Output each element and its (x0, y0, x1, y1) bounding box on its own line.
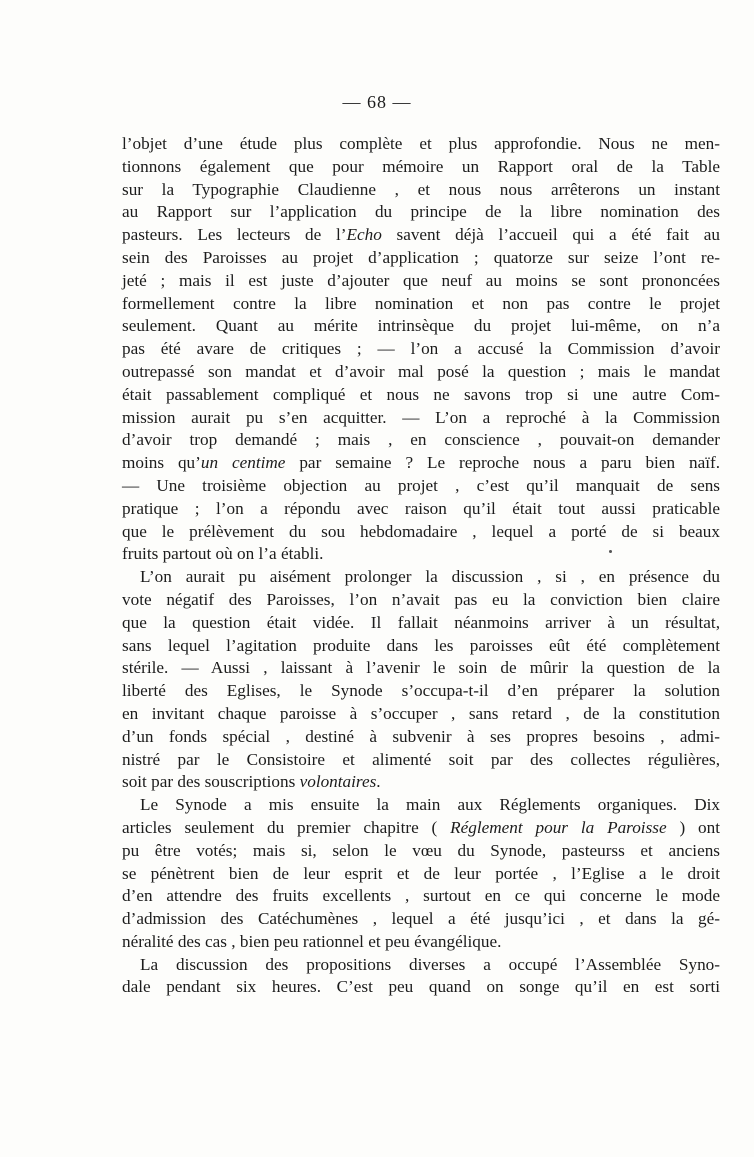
text-line: sans lequel l’agitation produite dans les paroisses eût été complètement (122, 635, 720, 655)
text-line: était passablement compliqué et nous ne savons trop si une autre Com- (122, 384, 720, 404)
text-line: sein des Paroisses au projet d’application ; quatorze sur seize l’ont re- (122, 247, 720, 267)
text-line: L’on aurait pu aisément prolonger la discussion , si , en présence du (140, 567, 720, 587)
text-line: pasteurs. Les lecteurs de l’Echo savent déjà l’accueil qui a été fait au (122, 225, 720, 245)
text-line: stérile. — Aussi , laissant à l’avenir le soin de mûrir la question de la (122, 658, 720, 678)
text-line: d’avoir trop demandé ; mais , en conscience , pouvait-on demander (122, 430, 720, 450)
text-line: outrepassé son mandat et d’avoir mal posé la question ; mais le mandat (122, 361, 720, 381)
text-line: vote négatif des Paroisses, l’on n’avait pas eu la conviction bien claire (122, 589, 720, 609)
text-line: d’admission des Catéchumènes , lequel a été jusqu’ici , et dans la gé- (122, 909, 720, 929)
text-line: l’objet d’une étude plus complète et plus approfondie. Nous ne men- (122, 134, 720, 153)
text-line: d’en attendre des fruits excellents , surtout en ce qui concerne le mode (122, 886, 720, 906)
text-line: liberté des Eglises, le Synode s’occupa-t-il d’en préparer la solution (122, 681, 720, 701)
text-line: articles seulement du premier chapitre ( Réglement pour la Paroisse ) ont (122, 817, 720, 837)
text-line: fruits partout où on l’a établi. (122, 544, 324, 564)
text-line: pratique ; l’on a répondu avec raison qu’il était tout aussi praticable (122, 498, 720, 518)
text-line: d’un fonds spécial , destiné à subvenir à ses propres besoins , admi- (122, 726, 720, 746)
text-line: pas été avare de critiques ; — l’on a accusé la Commission d’avoir (122, 339, 720, 359)
text-line: dale pendant six heures. C’est peu quand on songe qu’il en est sorti (122, 977, 720, 997)
text-line: pu être votés; mais si, selon le vœu du Synode, pasteurss et anciens (122, 840, 720, 860)
text-line: Le Synode a mis ensuite la main aux Réglements organiques. Dix (140, 795, 720, 815)
text-line: soit par des souscriptions volontaires. (122, 772, 381, 792)
text-line: moins qu’un centime par semaine ? Le reproche nous a paru bien naïf. (122, 453, 720, 473)
text-line: jeté ; mais il est juste d’ajouter que neuf au moins se sont prononcées (122, 270, 720, 290)
text-line: seulement. Quant au mérite intrinsèque du projet lui-même, on n’a (122, 316, 720, 336)
text-line: La discussion des propositions diverses a occupé l’Assemblée Syno- (140, 954, 720, 974)
text-line: tionnons également que pour mémoire un Rapport oral de la Table (122, 156, 720, 176)
text-line: nistré par le Consistoire et alimenté soit par des collectes régulières, (122, 749, 720, 769)
text-line: néralité des cas , bien peu rationnel et peu évangélique. (122, 931, 502, 951)
text-line: se pénètrent bien de leur esprit et de leur portée , l’Eglise a le droit (122, 863, 720, 883)
text-line: mission aurait pu s’en acquitter. — L’on a reproché à la Commission (122, 407, 720, 427)
text-line: que le prélèvement du sou hebdomadaire , lequel a porté de si beaux (122, 521, 720, 541)
text-line: — Une troisième objection au projet , c’est qu’il manquait de sens (122, 475, 720, 495)
text-line: que la question était vidée. Il fallait néanmoins arriver à un résultat, (122, 612, 720, 632)
page-number: — 68 — (342, 92, 412, 112)
text-line: sur la Typographie Claudienne , et nous nous arrêterons un instant (122, 179, 720, 199)
text-line: formellement contre la libre nomination et non pas contre le projet (122, 293, 720, 313)
body-text (122, 133, 720, 999)
text-line: au Rapport sur l’application du principe de la libre nomination des (122, 202, 720, 222)
text-line: en invitant chaque paroisse à s’occuper , sans retard , de la constitution (122, 703, 720, 723)
ink-speck (609, 550, 612, 553)
